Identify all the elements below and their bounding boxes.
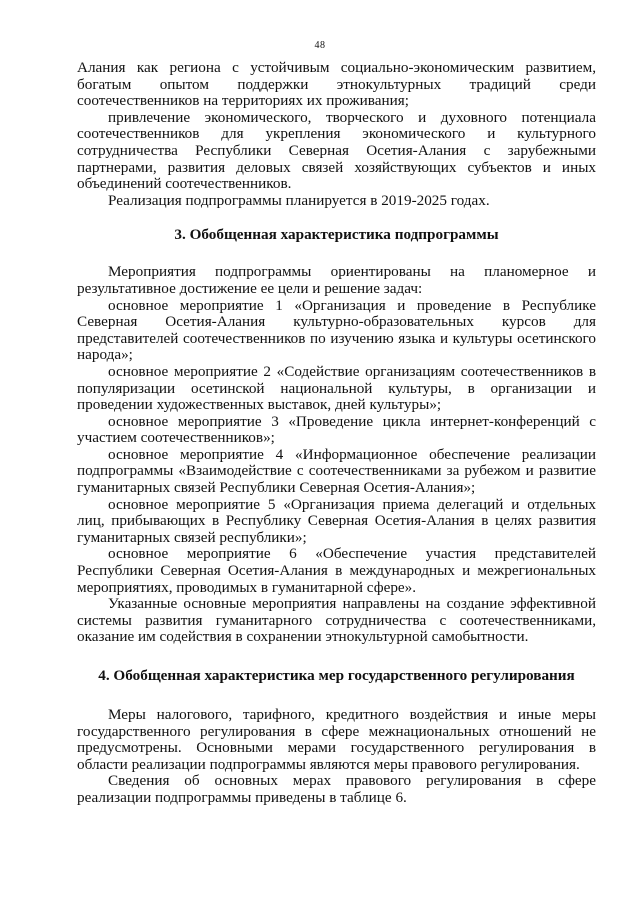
paragraph: Меры налогового, тарифного, кредитного воздействия и иные меры государственного регулирования в сфере межнациональных отношений не предусмотрены. Основными мерами государственного регулирования в области реализации подпрограммы являются меры правового регулирования. xyxy=(77,706,596,773)
paragraph: привлечение экономического, творческого и духовного потенциала соотечественников для укрепления экономического и культурного сотрудничества Республики Северная Осетия-Алания с зарубежными партнерами, развития деловых связей хозяйствующих субъектов и иных объединений соотечественников. xyxy=(77,108,596,193)
section-3-heading: 3. Обобщенная характеристика подпрограммы xyxy=(174,226,499,244)
paragraph: Указанные основные мероприятия направлены на создание эффективной системы развития гуманитарного сотрудничества с соотечественниками, оказание им содействия в сохранении этнокультурной самобытности. xyxy=(77,595,596,646)
document-body xyxy=(77,60,596,807)
list-item: основное мероприятие 3 «Проведение цикла интернет-конференций с участием соотечественников»; xyxy=(77,412,596,447)
list-item: основное мероприятие 6 «Обеспечение участия представителей Республики Северная Осетия-Алания в международных и межрегиональных мероприятиях, проводимых в гуманитарной сфере». xyxy=(77,545,596,596)
section-4-heading: 4. Обобщенная характеристика мер государственного регулирования xyxy=(98,667,575,684)
paragraph: Мероприятия подпрограммы ориентированы на планомерное и результативное достижение ее цели и решение задач: xyxy=(77,263,596,297)
list-item: основное мероприятие 4 «Информационное обеспечение реализации подпрограммы «Взаимодействие с соотечественниками за рубежом и развитие гуманитарных связей Республики Северная Осетия-Алания»; xyxy=(77,445,596,497)
paragraph: Реализация подпрограммы планируется в 2019-2025 годах. xyxy=(108,191,490,209)
list-item: основное мероприятие 2 «Содействие организациям соотечественников в популяризации осетинской национальной культуры, в организации и проведении художественных выставок, дней культуры»; xyxy=(77,362,596,414)
list-item: основное мероприятие 1 «Организация и проведение в Республике Северная Осетия-Алания культурно-образовательных курсов для представителей соотечественников по изучению языка и культуры осетинского народа»; xyxy=(77,296,596,364)
paragraph: Сведения об основных мерах правового регулирования в сфере реализации подпрограммы приведены в таблице 6. xyxy=(77,772,596,806)
list-item: основное мероприятие 5 «Организация приема делегаций и отдельных лиц, прибывающих в Республику Северная Осетия-Алания в целях развития гуманитарных связей республики»; xyxy=(77,495,596,546)
page-number: 48 xyxy=(314,40,326,51)
paragraph: Алания как региона с устойчивым социально-экономическим развитием, богатым опытом поддержки этнокультурных традиций среди соотечественников на территориях их проживания; xyxy=(77,59,596,110)
